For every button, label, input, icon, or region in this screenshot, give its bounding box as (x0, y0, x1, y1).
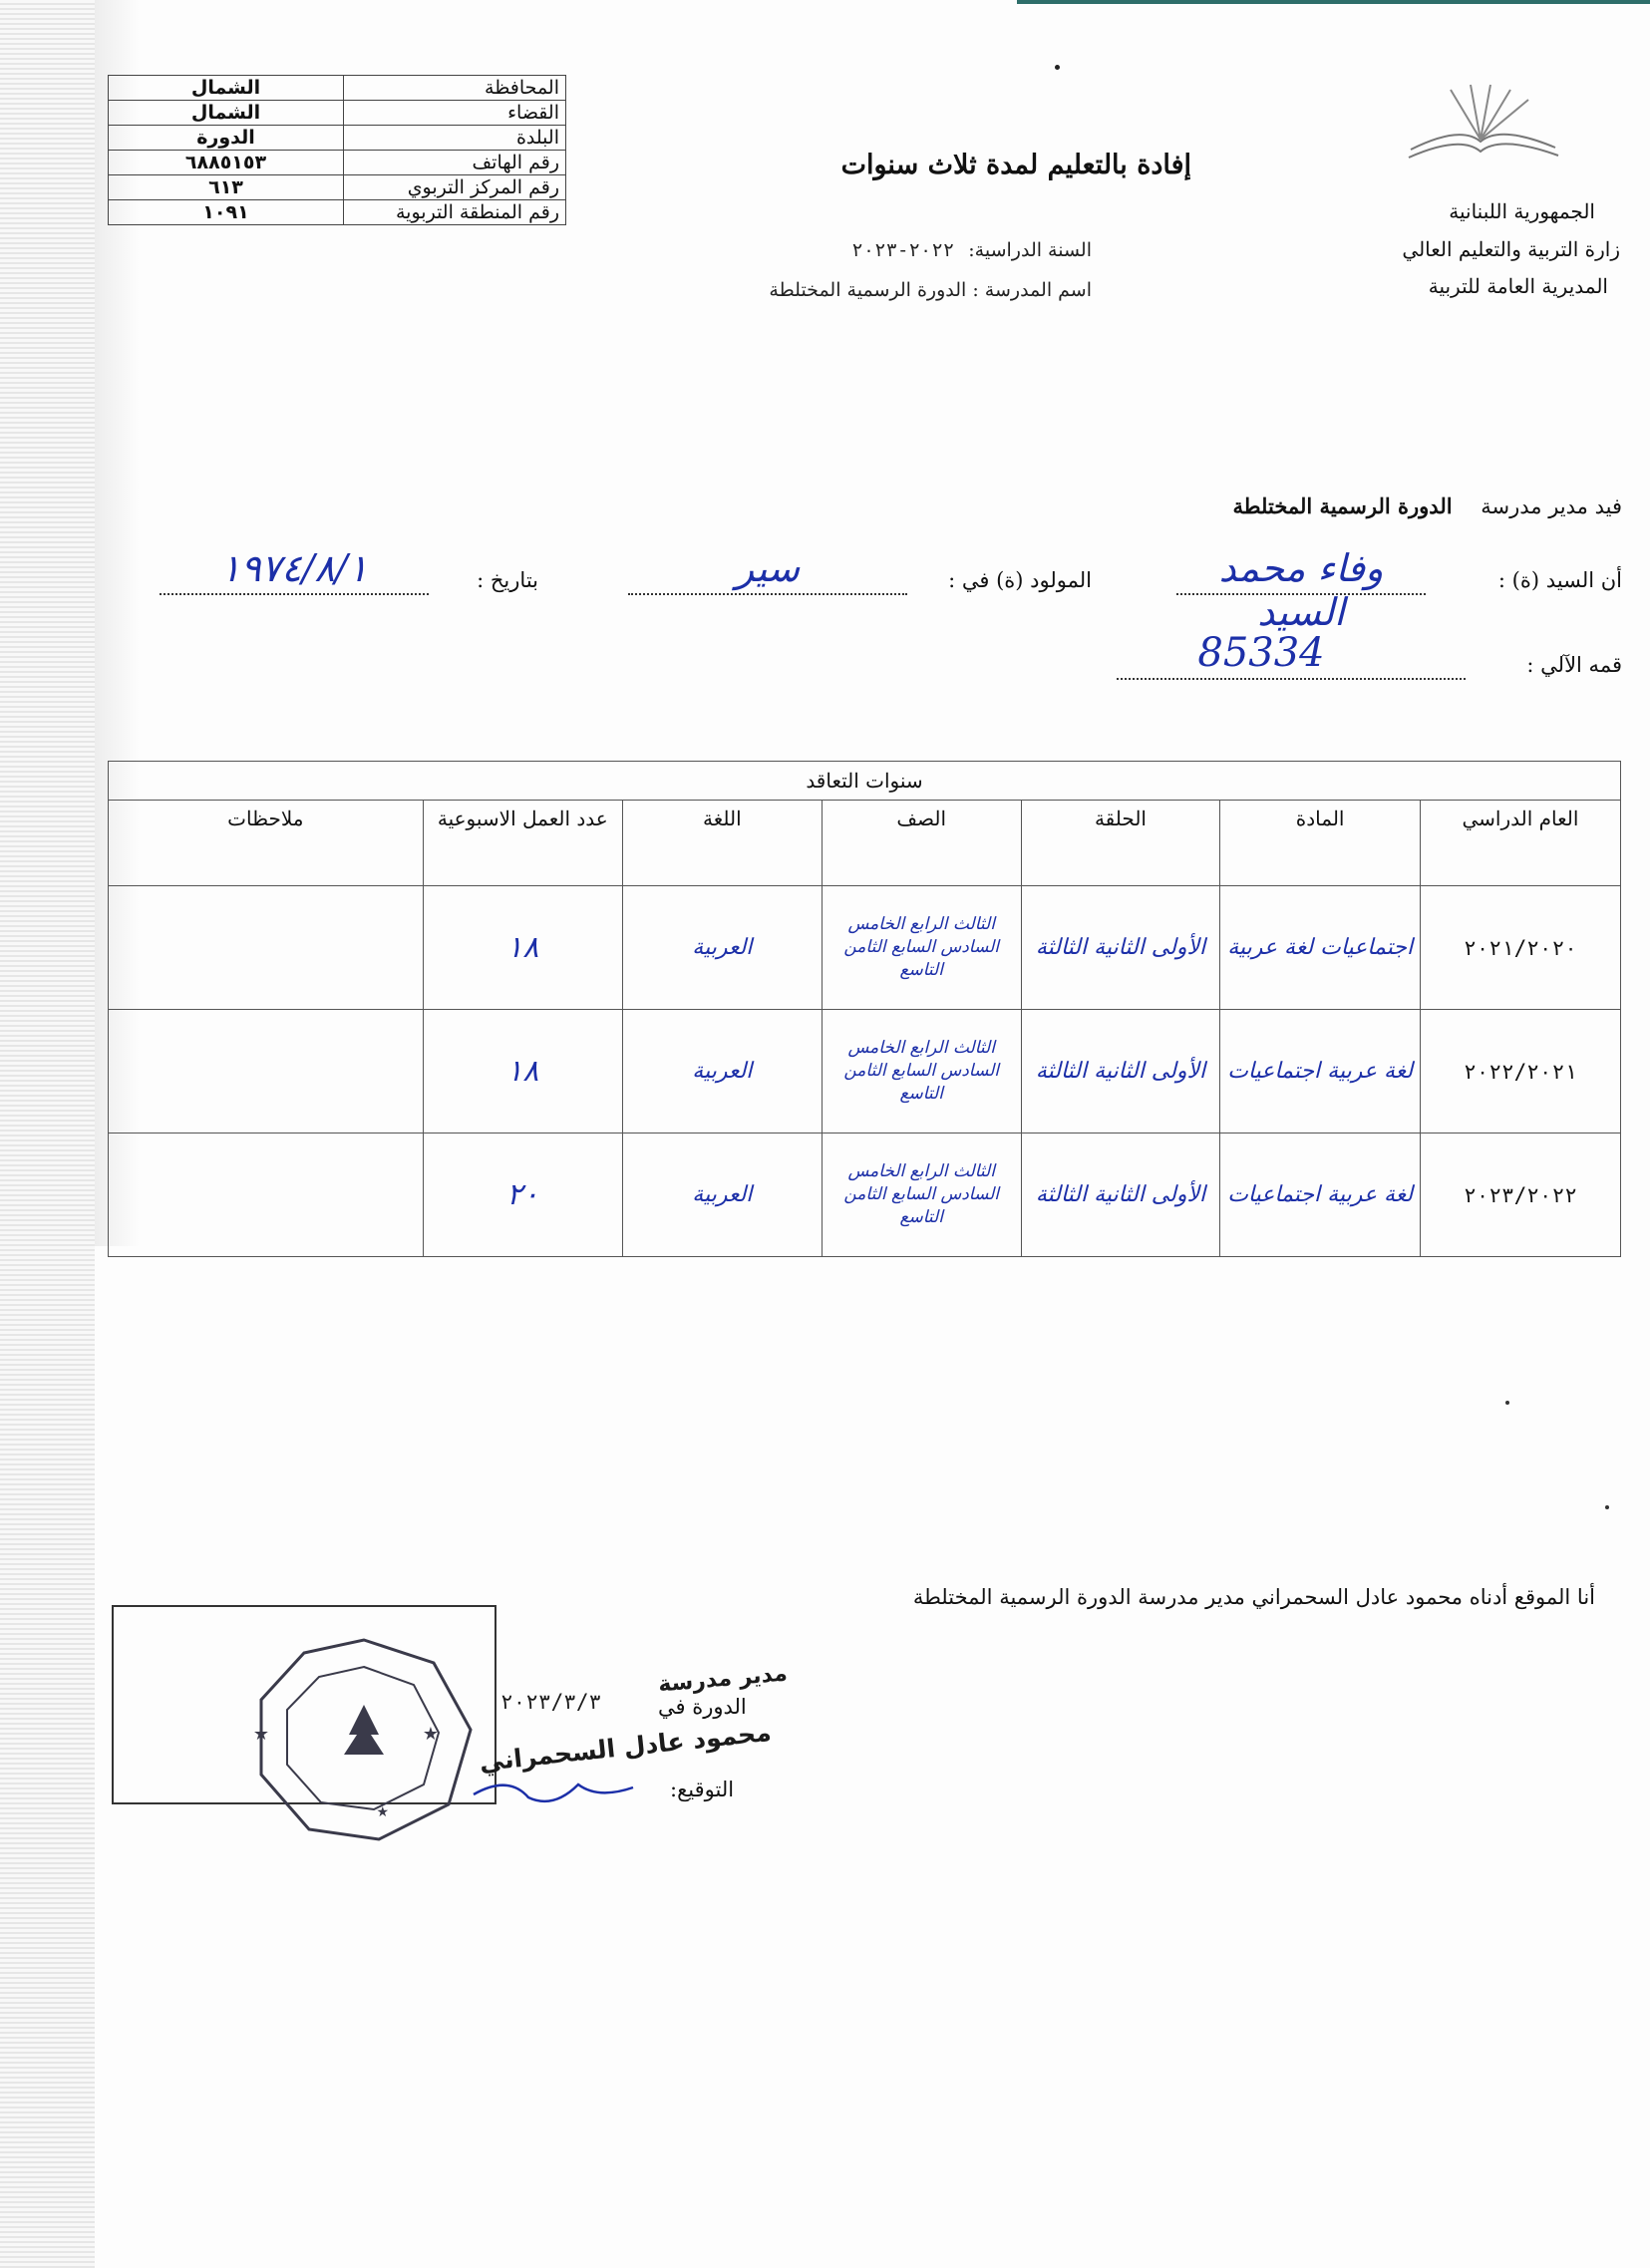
info-row (109, 175, 566, 200)
cell-year: ٢٠٢٢/٢٠٢١ (1420, 1010, 1620, 1134)
info-value: ٦٨٨٥١٥٣ (109, 151, 344, 175)
info-row (109, 101, 566, 126)
signature-label: التوقيع: (670, 1778, 735, 1801)
school-name-label: اسم المدرسة : (972, 279, 1092, 301)
scan-dot (1605, 1505, 1609, 1509)
info-box (108, 75, 566, 225)
info-label: رقم المركز التربوي (344, 175, 566, 200)
scan-dot (1055, 65, 1060, 70)
cell-subject: لغة عربية اجتماعيات (1220, 1134, 1421, 1257)
school-year-line (851, 239, 1092, 261)
column-header: عدد العمل الاسبوعية (423, 801, 622, 886)
school-name-line (769, 279, 1092, 301)
cell-year: ٢٠٢١/٢٠٢٠ (1420, 886, 1620, 1010)
signer-title: مدير مدرسة (657, 1661, 789, 1698)
info-label: البلدة (344, 126, 566, 151)
born-value: سير (735, 546, 801, 590)
date-label: بتاريخ : (477, 568, 538, 592)
cell-grade: الثالث الرابع الخامس السادس السابع الثامن التاسع (822, 886, 1021, 1010)
number-label: قمه الآلي : (1526, 653, 1622, 677)
table-header-row (109, 801, 1621, 886)
cell-cycle: الأولى الثانية الثالثة (1021, 1134, 1220, 1257)
cell-language: العربية (622, 886, 822, 1010)
info-value: ٦١٣ (109, 175, 344, 200)
republic-label: الجمهورية اللبنانية (1449, 199, 1595, 223)
cell-language: العربية (622, 1010, 822, 1134)
name-dotted-line (1176, 593, 1426, 595)
column-header: المادة (1220, 801, 1421, 886)
handwritten-signature-icon (469, 1770, 638, 1809)
intro-school: الدورة الرسمية المختلطة (1232, 493, 1453, 518)
info-row (109, 200, 566, 225)
svg-text:★: ★ (252, 1724, 269, 1745)
svg-text:★: ★ (422, 1724, 439, 1745)
ministry-logo-icon (1391, 70, 1570, 169)
info-label: القضاء (344, 101, 566, 126)
number-value: 85334 (1197, 630, 1325, 676)
cell-year: ٢٠٢٣/٢٠٢٢ (1420, 1134, 1620, 1257)
info-value: ١٠٩١ (109, 200, 344, 225)
name-label: أن السيد (ة) : (1497, 568, 1622, 592)
info-value: الشمال (109, 101, 344, 126)
table-row (109, 886, 1621, 1010)
info-label: رقم المنطقة التربوية (344, 200, 566, 225)
signer-name: محمود عادل السحمراني (478, 1717, 773, 1778)
table-row (109, 1010, 1621, 1134)
info-label: رقم الهاتف (344, 151, 566, 175)
born-dotted-line (628, 593, 907, 595)
school-name-value: الدورة الرسمية المختلطة (769, 279, 967, 301)
info-row (109, 126, 566, 151)
column-header: اللغة (622, 801, 822, 886)
info-row (109, 151, 566, 175)
cell-hours: ١٨ (423, 1010, 622, 1134)
cell-subject: لغة عربية اجتماعيات (1220, 1010, 1421, 1134)
date-dotted-line (160, 593, 429, 595)
cell-grade: الثالث الرابع الخامس السادس السابع الثامن التاسع (822, 1010, 1021, 1134)
table-row (109, 1134, 1621, 1257)
column-header: الحلقة (1021, 801, 1220, 886)
cell-language: العربية (622, 1134, 822, 1257)
ministry-label: زارة التربية والتعليم العالي (1402, 237, 1620, 261)
info-label: المحافظة (344, 76, 566, 101)
scan-shadow (0, 0, 95, 2268)
school-year-label: السنة الدراسية: (968, 239, 1092, 261)
table-caption-row (109, 762, 1621, 801)
number-dotted-line (1117, 678, 1466, 680)
cell-cycle: الأولى الثانية الثالثة (1021, 886, 1220, 1010)
column-header: ملاحظات (109, 801, 424, 886)
info-box-body (109, 76, 566, 225)
scan-edge-stripe (1017, 0, 1650, 4)
cell-hours: ١٨ (423, 886, 622, 1010)
declaration-line: أنا الموقع أدناه محمود عادل السحمراني مدير مدرسة الدورة الرسمية المختلطة (912, 1585, 1595, 1609)
cell-subject: اجتماعيات لغة عربية (1220, 886, 1421, 1010)
place-label: الدورة في (658, 1695, 747, 1719)
info-row (109, 76, 566, 101)
official-stamp-icon (249, 1635, 479, 1844)
document-title: إفادة بالتعليم لمدة ثلاث سنوات (840, 150, 1191, 180)
svg-text:★: ★ (376, 1804, 389, 1820)
date-value: ١٩٧٤/٨/١ (219, 546, 369, 590)
column-header: الصف (822, 801, 1021, 886)
cell-notes (109, 1010, 424, 1134)
cell-notes (109, 1134, 424, 1257)
cell-grade: الثالث الرابع الخامس السادس السابع الثامن التاسع (822, 1134, 1021, 1257)
scan-dot (1505, 1401, 1509, 1405)
info-value: الشمال (109, 76, 344, 101)
directorate-label: المديرية العامة للتربية (1428, 274, 1608, 298)
name-value: وفاء محمد السيد (1218, 546, 1384, 634)
school-year-value: ٢٠٢٢-٢٠٢٣ (851, 239, 955, 261)
column-header: العام الدراسي (1420, 801, 1620, 886)
table-body (109, 886, 1621, 1257)
born-label: المولود (ة) في : (948, 568, 1092, 592)
cell-hours: ٢٠ (423, 1134, 622, 1257)
intro-label: فيد مدير مدرسة (1481, 494, 1622, 518)
intro-line (1233, 493, 1622, 518)
cell-cycle: الأولى الثانية الثالثة (1021, 1010, 1220, 1134)
info-value: الدورة (109, 126, 344, 151)
contract-years-table (108, 761, 1621, 1257)
table-caption: سنوات التعاقد (109, 762, 1621, 801)
cell-notes (109, 886, 424, 1010)
place-date: ٢٠٢٣/٣/٣ (500, 1690, 602, 1714)
